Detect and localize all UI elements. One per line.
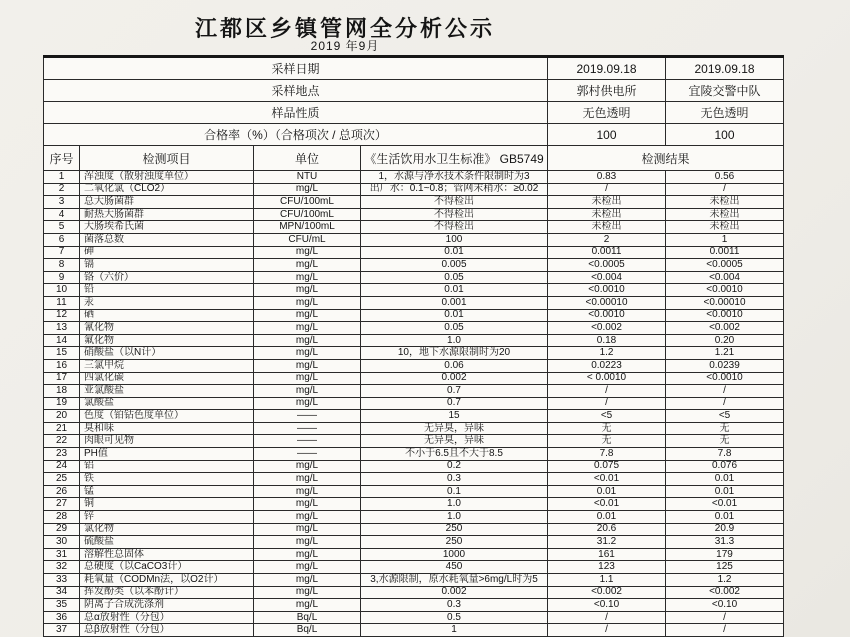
cell-r2: 未检出 (666, 196, 784, 209)
cell-unit: CFU/mL (254, 233, 361, 246)
table-row (44, 485, 784, 498)
cell-no: 6 (44, 233, 80, 246)
cell-r1: <0.0005 (548, 259, 666, 272)
cell-item: 耗氧量（CODMn法，以O2计） (80, 574, 254, 587)
cell-standard: 250 (361, 523, 548, 536)
column-header-row (44, 146, 784, 171)
cell-r1: 0.83 (548, 171, 666, 184)
cell-standard: 100 (361, 233, 548, 246)
table-row (44, 586, 784, 599)
cell-item: 铜 (80, 498, 254, 511)
cell-item: 阴离子合成洗涤剂 (80, 599, 254, 612)
cell-unit: mg/L (254, 548, 361, 561)
cell-item: 铁 (80, 473, 254, 486)
cell-unit: mg/L (254, 271, 361, 284)
cell-r1: <0.01 (548, 498, 666, 511)
cell-standard: 不小于6.5且不大于8.5 (361, 448, 548, 461)
cell-standard: 0.06 (361, 359, 548, 372)
data-rows-section (44, 171, 784, 637)
cell-r2: <0.002 (666, 322, 784, 335)
cell-r2: / (666, 385, 784, 398)
cell-unit: mg/L (254, 498, 361, 511)
cell-standard: 0.3 (361, 599, 548, 612)
cell-unit: —— (254, 422, 361, 435)
table-row (44, 183, 784, 196)
info-value-1: 100 (548, 124, 666, 146)
table-row (44, 246, 784, 259)
info-row (44, 124, 784, 146)
cell-unit: mg/L (254, 511, 361, 524)
cell-no: 33 (44, 574, 80, 587)
cell-r1: 无 (548, 435, 666, 448)
table-row (44, 410, 784, 423)
cell-unit: mg/L (254, 296, 361, 309)
cell-item: PH值 (80, 448, 254, 461)
cell-item: 肉眼可见物 (80, 435, 254, 448)
cell-r1: / (548, 624, 666, 637)
cell-unit: mg/L (254, 322, 361, 335)
cell-item: 色度（铂钴色度单位） (80, 410, 254, 423)
table-row (44, 259, 784, 272)
cell-no: 15 (44, 347, 80, 360)
table-row (44, 561, 784, 574)
cell-standard: 0.001 (361, 296, 548, 309)
cell-standard: 0.01 (361, 246, 548, 259)
cell-r1: 未检出 (548, 196, 666, 209)
cell-no: 20 (44, 410, 80, 423)
cell-r1: 0.18 (548, 334, 666, 347)
cell-r1: <0.0010 (548, 309, 666, 322)
cell-standard: 0.01 (361, 284, 548, 297)
table-row (44, 221, 784, 234)
cell-no: 10 (44, 284, 80, 297)
cell-unit: mg/L (254, 523, 361, 536)
cell-unit: mg/L (254, 347, 361, 360)
cell-item: 三氯甲烷 (80, 359, 254, 372)
cell-standard: 1.0 (361, 511, 548, 524)
cell-no: 29 (44, 523, 80, 536)
cell-unit: mg/L (254, 599, 361, 612)
cell-standard: 1 (361, 624, 548, 637)
cell-r1: <0.004 (548, 271, 666, 284)
cell-r2: 20.9 (666, 523, 784, 536)
cell-item: 铅 (80, 284, 254, 297)
cell-r2: 0.20 (666, 334, 784, 347)
table-row (44, 233, 784, 246)
cell-standard: 出厂水：0.1~0.8；管网末稍水：≥0.02 (361, 183, 548, 196)
cell-r2: 未检出 (666, 208, 784, 221)
cell-item: 锰 (80, 485, 254, 498)
cell-unit: CFU/100mL (254, 196, 361, 209)
info-value-1: 郭村供电所 (548, 80, 666, 102)
cell-r2: 1 (666, 233, 784, 246)
cell-r1: 31.2 (548, 536, 666, 549)
cell-r2: / (666, 624, 784, 637)
cell-r1: <0.00010 (548, 296, 666, 309)
cell-no: 34 (44, 586, 80, 599)
cell-standard: 0.05 (361, 271, 548, 284)
table-row (44, 347, 784, 360)
table-row (44, 536, 784, 549)
info-label: 合格率（%）（合格项次 / 总项次） (44, 124, 548, 146)
cell-r1: 0.075 (548, 460, 666, 473)
cell-unit: mg/L (254, 246, 361, 259)
table-row (44, 372, 784, 385)
cell-unit: mg/L (254, 397, 361, 410)
cell-unit: mg/L (254, 284, 361, 297)
cell-r2: <0.0010 (666, 309, 784, 322)
cell-r1: 未检出 (548, 221, 666, 234)
table-row (44, 296, 784, 309)
cell-r2: 1.21 (666, 347, 784, 360)
cell-no: 36 (44, 611, 80, 624)
info-label: 采样日期 (44, 57, 548, 80)
cell-standard: 无异臭，异味 (361, 435, 548, 448)
cell-no: 9 (44, 271, 80, 284)
cell-item: 总硬度（以CaCO3计） (80, 561, 254, 574)
table-row (44, 196, 784, 209)
cell-r2: 1.2 (666, 574, 784, 587)
cell-r1: 未检出 (548, 208, 666, 221)
cell-unit: mg/L (254, 574, 361, 587)
cell-standard: 0.01 (361, 309, 548, 322)
cell-no: 4 (44, 208, 80, 221)
cell-r2: <0.0010 (666, 284, 784, 297)
cell-no: 26 (44, 485, 80, 498)
cell-unit: mg/L (254, 309, 361, 322)
table-row (44, 599, 784, 612)
cell-r2: 0.01 (666, 473, 784, 486)
cell-item: 浑浊度（散射浊度单位） (80, 171, 254, 184)
cell-unit: mg/L (254, 460, 361, 473)
cell-unit: —— (254, 448, 361, 461)
cell-r2: <0.0010 (666, 372, 784, 385)
cell-r2: <0.10 (666, 599, 784, 612)
info-value-1: 无色透明 (548, 102, 666, 124)
cell-item: 硫酸盐 (80, 536, 254, 549)
cell-item: 铬（六价） (80, 271, 254, 284)
table-row (44, 309, 784, 322)
cell-item: 挥发酚类（以苯酚计） (80, 586, 254, 599)
cell-standard: 0.7 (361, 397, 548, 410)
cell-no: 3 (44, 196, 80, 209)
cell-r1: 0.01 (548, 485, 666, 498)
cell-standard: 450 (361, 561, 548, 574)
table-row (44, 271, 784, 284)
info-label: 样品性质 (44, 102, 548, 124)
cell-r2: <5 (666, 410, 784, 423)
cell-no: 12 (44, 309, 80, 322)
cell-no: 27 (44, 498, 80, 511)
cell-unit: mg/L (254, 561, 361, 574)
cell-standard: 250 (361, 536, 548, 549)
cell-item: 总大肠菌群 (80, 196, 254, 209)
table-row (44, 473, 784, 486)
cell-standard: 0.1 (361, 485, 548, 498)
cell-r1: 161 (548, 548, 666, 561)
table-row (44, 284, 784, 297)
cell-no: 17 (44, 372, 80, 385)
info-label: 采样地点 (44, 80, 548, 102)
cell-standard: 1.0 (361, 334, 548, 347)
cell-r2: <0.00010 (666, 296, 784, 309)
cell-r2: 未检出 (666, 221, 784, 234)
cell-item: 总α放射性（分包） (80, 611, 254, 624)
cell-standard: 不得检出 (361, 208, 548, 221)
cell-r1: <0.01 (548, 473, 666, 486)
cell-unit: CFU/100mL (254, 208, 361, 221)
cell-standard: 0.7 (361, 385, 548, 398)
cell-r1: 1.1 (548, 574, 666, 587)
table-row (44, 574, 784, 587)
cell-unit: mg/L (254, 473, 361, 486)
cell-item: 铝 (80, 460, 254, 473)
cell-standard: 无异臭，异味 (361, 422, 548, 435)
cell-r2: <0.0005 (666, 259, 784, 272)
sample-info-section (44, 57, 784, 146)
cell-unit: mg/L (254, 385, 361, 398)
cell-item: 硒 (80, 309, 254, 322)
table-row (44, 385, 784, 398)
cell-unit: mg/L (254, 586, 361, 599)
cell-item: 氟化物 (80, 334, 254, 347)
cell-no: 30 (44, 536, 80, 549)
cell-r2: / (666, 397, 784, 410)
cell-r2: 无 (666, 435, 784, 448)
table-row (44, 322, 784, 335)
cell-no: 25 (44, 473, 80, 486)
cell-r2: / (666, 611, 784, 624)
cell-no: 37 (44, 624, 80, 637)
info-value-2: 100 (666, 124, 784, 146)
cell-no: 11 (44, 296, 80, 309)
table-row (44, 523, 784, 536)
table-row (44, 171, 784, 184)
cell-r2: 125 (666, 561, 784, 574)
cell-standard: 0.002 (361, 372, 548, 385)
table-row (44, 397, 784, 410)
cell-standard: 不得检出 (361, 221, 548, 234)
cell-no: 16 (44, 359, 80, 372)
cell-r1: 20.6 (548, 523, 666, 536)
cell-unit: mg/L (254, 334, 361, 347)
cell-item: 汞 (80, 296, 254, 309)
cell-item: 氯酸盐 (80, 397, 254, 410)
col-header-no: 序号 (44, 146, 80, 171)
cell-unit: —— (254, 410, 361, 423)
cell-item: 硝酸盐（以N计） (80, 347, 254, 360)
cell-r2: 0.0011 (666, 246, 784, 259)
cell-unit: mg/L (254, 372, 361, 385)
cell-item: 砷 (80, 246, 254, 259)
cell-no: 2 (44, 183, 80, 196)
col-header-standard: 《生活饮用水卫生标准》 GB5749 (361, 146, 548, 171)
cell-item: 总β放射性（分包） (80, 624, 254, 637)
table-row (44, 208, 784, 221)
cell-standard: 不得检出 (361, 196, 548, 209)
table-row (44, 435, 784, 448)
cell-standard: 1.0 (361, 498, 548, 511)
cell-item: 二氧化氯（CLO2） (80, 183, 254, 196)
cell-r1: / (548, 183, 666, 196)
cell-r2: <0.002 (666, 586, 784, 599)
cell-item: 臭和味 (80, 422, 254, 435)
cell-standard: 0.005 (361, 259, 548, 272)
cell-r1: <0.002 (548, 322, 666, 335)
cell-item: 大肠埃希氏菌 (80, 221, 254, 234)
cell-standard: 0.2 (361, 460, 548, 473)
info-row (44, 102, 784, 124)
table-row (44, 460, 784, 473)
cell-r1: <0.10 (548, 599, 666, 612)
cell-r1: <0.0010 (548, 284, 666, 297)
cell-unit: mg/L (254, 359, 361, 372)
cell-r2: <0.004 (666, 271, 784, 284)
table-row (44, 334, 784, 347)
cell-unit: mg/L (254, 485, 361, 498)
info-value-2: 2019.09.18 (666, 57, 784, 80)
cell-no: 1 (44, 171, 80, 184)
table-row (44, 548, 784, 561)
cell-r1: / (548, 397, 666, 410)
table-row (44, 624, 784, 637)
water-analysis-table (43, 55, 784, 637)
cell-standard: 0.3 (361, 473, 548, 486)
cell-item: 四氯化碳 (80, 372, 254, 385)
column-header-section (44, 146, 784, 171)
cell-no: 19 (44, 397, 80, 410)
cell-r1: 无 (548, 422, 666, 435)
cell-no: 32 (44, 561, 80, 574)
cell-r2: 0.56 (666, 171, 784, 184)
col-header-unit: 单位 (254, 146, 361, 171)
cell-item: 溶解性总固体 (80, 548, 254, 561)
table-row (44, 359, 784, 372)
cell-r1: 0.01 (548, 511, 666, 524)
cell-r1: / (548, 385, 666, 398)
cell-unit: NTU (254, 171, 361, 184)
cell-no: 14 (44, 334, 80, 347)
cell-item: 锌 (80, 511, 254, 524)
info-value-2: 宜陵交警中队 (666, 80, 784, 102)
col-header-result: 检测结果 (548, 146, 784, 171)
cell-standard: 15 (361, 410, 548, 423)
cell-no: 31 (44, 548, 80, 561)
info-value-1: 2019.09.18 (548, 57, 666, 80)
cell-no: 13 (44, 322, 80, 335)
cell-r2: 0.0239 (666, 359, 784, 372)
cell-r2: 31.3 (666, 536, 784, 549)
cell-no: 5 (44, 221, 80, 234)
cell-no: 23 (44, 448, 80, 461)
cell-unit: Bq/L (254, 611, 361, 624)
cell-unit: —— (254, 435, 361, 448)
cell-r1: < 0.0010 (548, 372, 666, 385)
cell-r2: 0.076 (666, 460, 784, 473)
cell-no: 8 (44, 259, 80, 272)
cell-r1: 0.0011 (548, 246, 666, 259)
cell-r1: 7.8 (548, 448, 666, 461)
cell-no: 22 (44, 435, 80, 448)
cell-r1: 2 (548, 233, 666, 246)
cell-unit: Bq/L (254, 624, 361, 637)
table-row (44, 511, 784, 524)
col-header-item: 检测项目 (80, 146, 254, 171)
cell-r2: <0.01 (666, 498, 784, 511)
cell-no: 28 (44, 511, 80, 524)
cell-r1: <5 (548, 410, 666, 423)
cell-unit: MPN/100mL (254, 221, 361, 234)
cell-no: 21 (44, 422, 80, 435)
page-title: 江都区乡镇管网全分析公示 (194, 16, 495, 41)
cell-item: 氯化物 (80, 523, 254, 536)
cell-standard: 1，水源与净水技术条件限制时为3 (361, 171, 548, 184)
cell-r2: 0.01 (666, 511, 784, 524)
cell-no: 7 (44, 246, 80, 259)
cell-r2: 179 (666, 548, 784, 561)
cell-r2: 无 (666, 422, 784, 435)
cell-r1: 1.2 (548, 347, 666, 360)
page-subtitle: 2019 年9月 (310, 39, 380, 53)
info-row (44, 80, 784, 102)
cell-standard: 10，地下水源限制时为20 (361, 347, 548, 360)
cell-r2: 0.01 (666, 485, 784, 498)
cell-standard: 0.05 (361, 322, 548, 335)
cell-unit: mg/L (254, 259, 361, 272)
cell-r1: 123 (548, 561, 666, 574)
cell-standard: 0.5 (361, 611, 548, 624)
table-row (44, 498, 784, 511)
cell-item: 菌落总数 (80, 233, 254, 246)
cell-r1: <0.002 (548, 586, 666, 599)
cell-r2: / (666, 183, 784, 196)
table-row (44, 448, 784, 461)
cell-no: 18 (44, 385, 80, 398)
info-value-2: 无色透明 (666, 102, 784, 124)
table-row (44, 611, 784, 624)
cell-r1: / (548, 611, 666, 624)
cell-unit: mg/L (254, 183, 361, 196)
cell-standard: 1000 (361, 548, 548, 561)
cell-r2: 7.8 (666, 448, 784, 461)
cell-item: 耐热大肠菌群 (80, 208, 254, 221)
cell-standard: 3,水源限制，原水耗氧量>6mg/L时为5 (361, 574, 548, 587)
cell-no: 24 (44, 460, 80, 473)
info-row (44, 57, 784, 80)
cell-unit: mg/L (254, 536, 361, 549)
cell-item: 氰化物 (80, 322, 254, 335)
cell-standard: 0.002 (361, 586, 548, 599)
cell-item: 亚氯酸盐 (80, 385, 254, 398)
cell-item: 镉 (80, 259, 254, 272)
cell-r1: 0.0223 (548, 359, 666, 372)
table-row (44, 422, 784, 435)
cell-no: 35 (44, 599, 80, 612)
